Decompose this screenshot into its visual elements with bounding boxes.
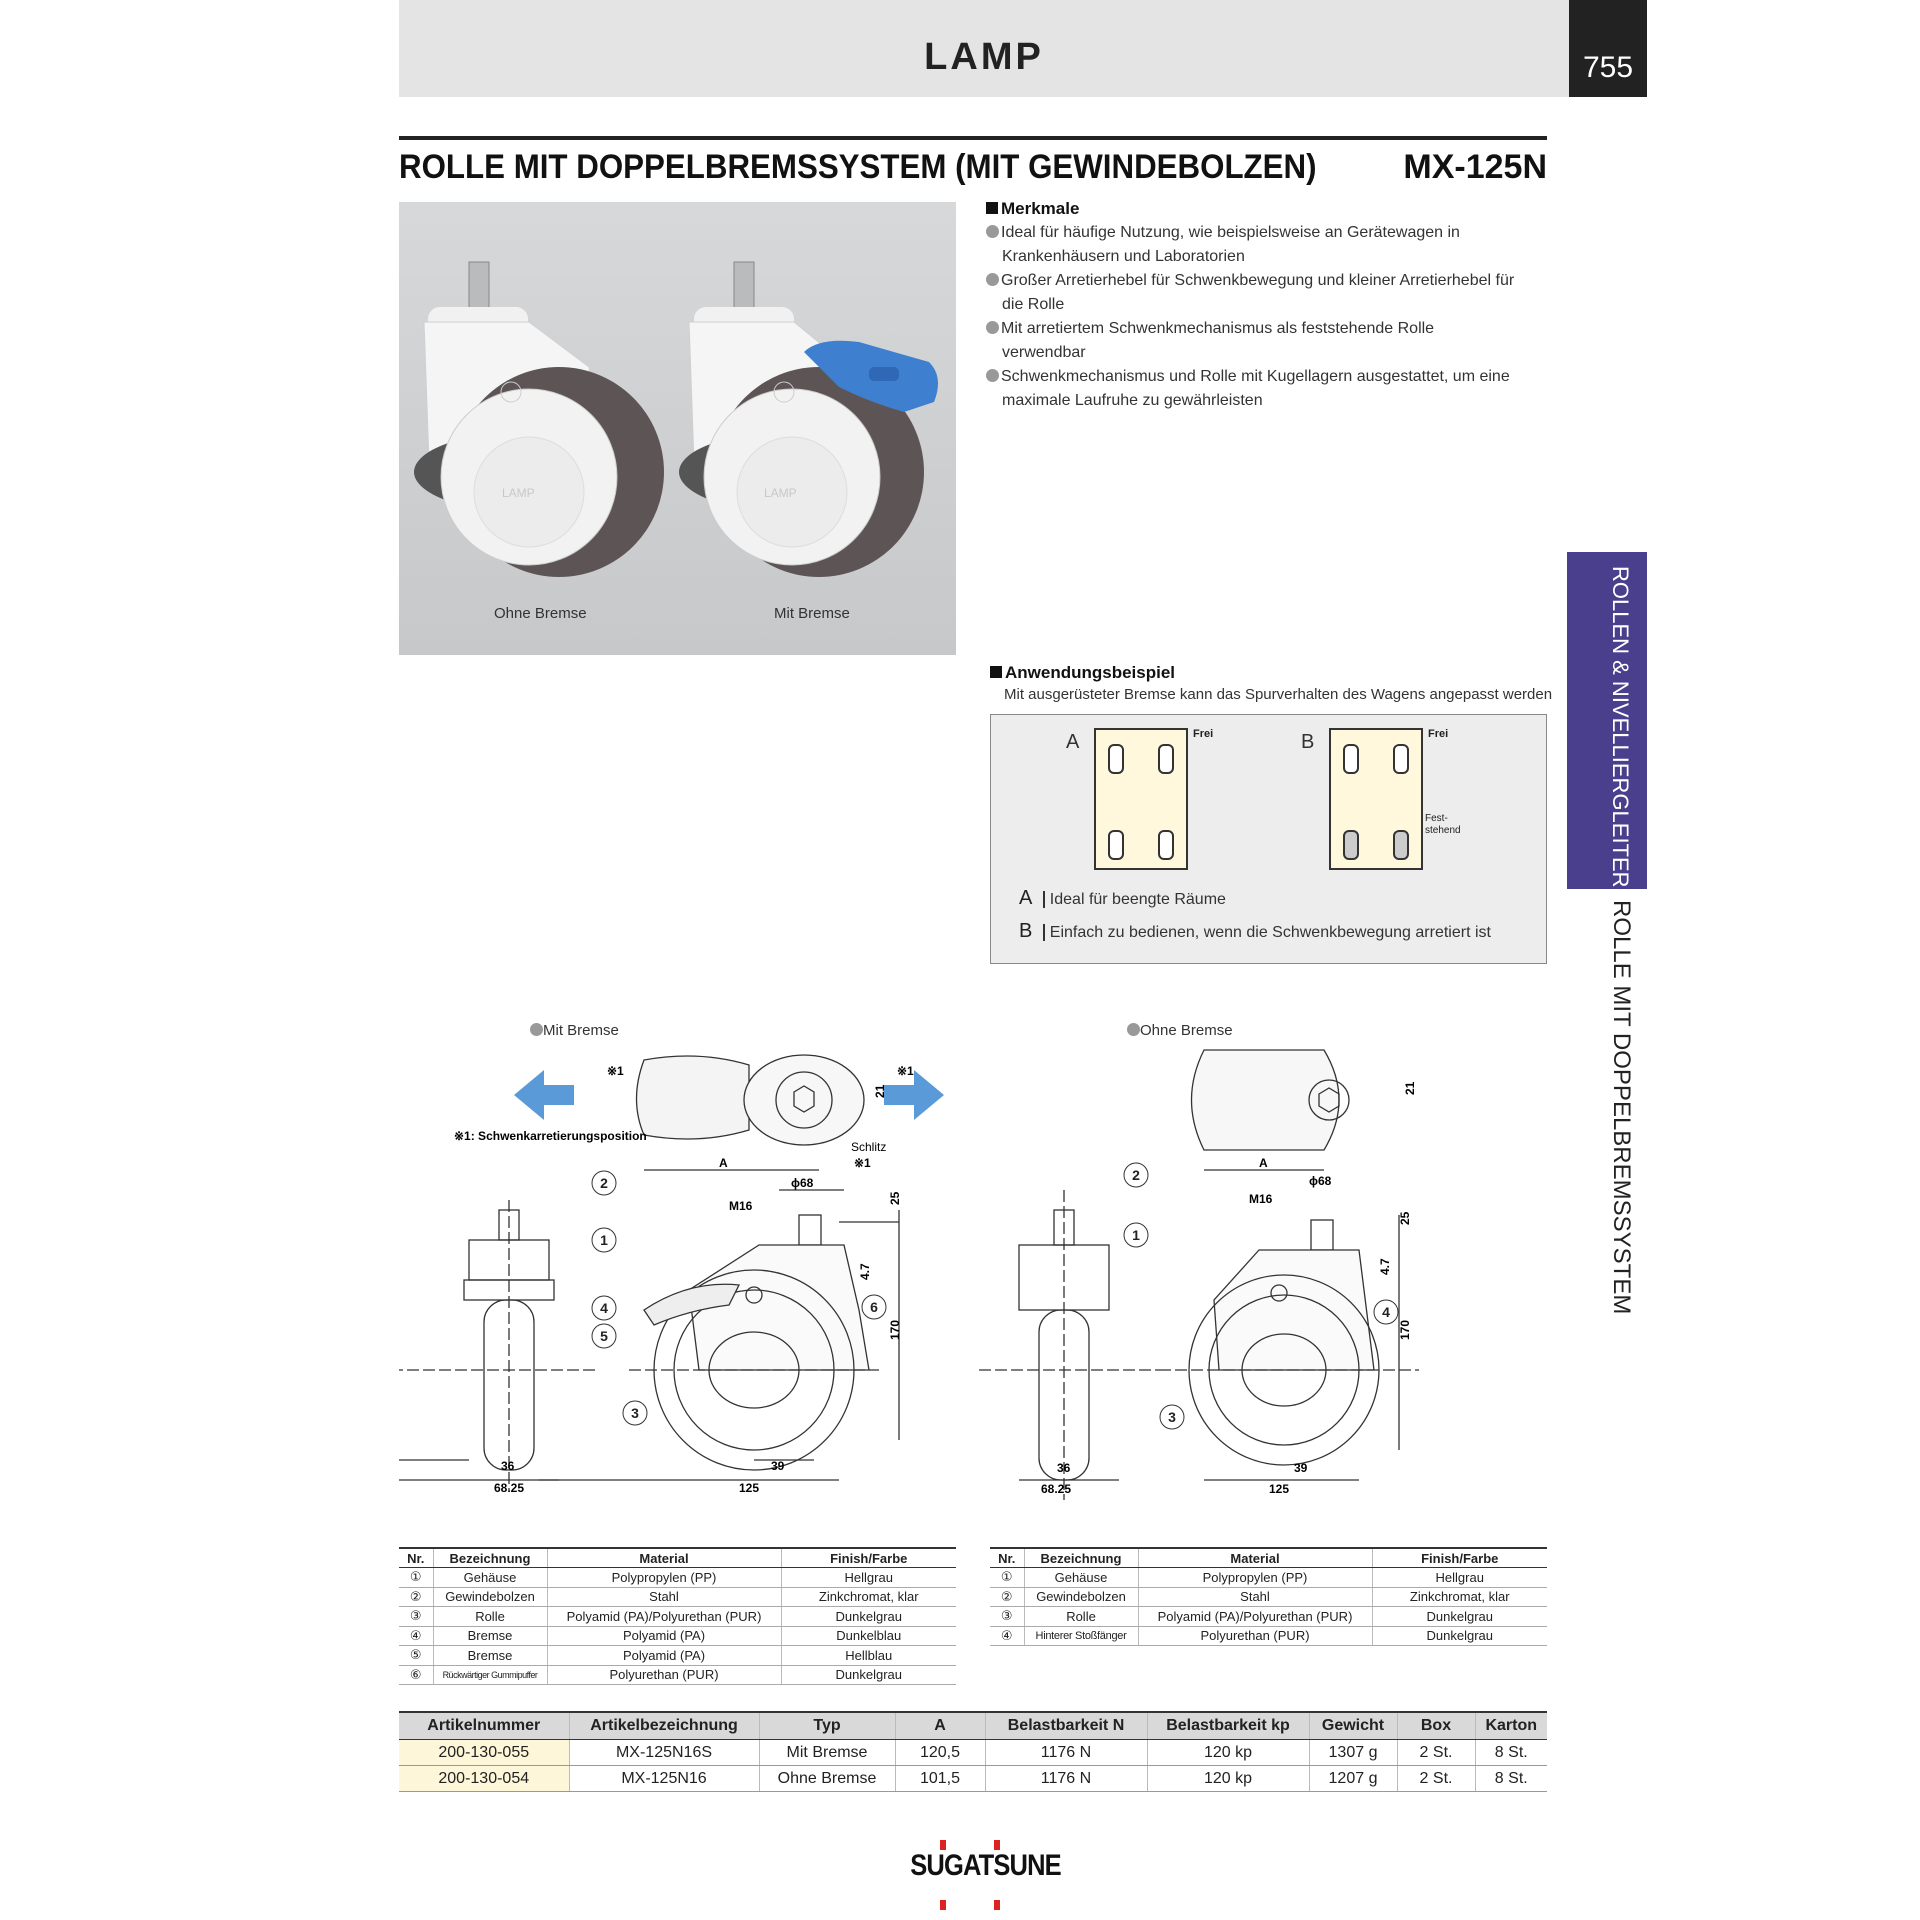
dim-a-without-brake: A (1259, 1156, 1268, 1170)
table-row: ⑥ Rückwärtiger Gummipuffer Polyurethan (PUR) Dunkelgrau (399, 1665, 956, 1685)
materials-table-without-brake (990, 1547, 1547, 1646)
dim-d68-with-brake: ϕ68 (791, 1176, 814, 1190)
wheel-icon (1343, 744, 1359, 774)
dim-47-with-brake: 4.7 (858, 1263, 872, 1280)
callout-3: 3 (631, 1405, 639, 1421)
table-row: ③ Rolle Polyamid (PA)/Polyurethan (PUR) Dunkelgrau (399, 1607, 956, 1627)
cart-a-label: A (1066, 731, 1080, 753)
callout-6: 6 (870, 1299, 878, 1315)
section-tab-label: ROLLE MIT DOPPELBREMSSYSTEM (1608, 900, 1635, 1315)
dim-a-with-brake: A (719, 1156, 728, 1170)
application-subtitle: Mit ausgerüsteter Bremse kann das Spurverhalten des Wagens angepasst werden (1004, 686, 1553, 703)
wheel-icon (1108, 744, 1124, 774)
dim-125-with-brake: 125 (739, 1481, 760, 1495)
photo-caption-left: Ohne Bremse (494, 605, 587, 622)
table-row: 200-130-054 MX-125N16 Ohne Bremse 101,5 1176 N 120 kp 1207 g 2 St. 8 St. (399, 1766, 1547, 1792)
table-row: ③ Rolle Polyamid (PA)/Polyurethan (PUR) Dunkelgrau (990, 1607, 1547, 1627)
dim-36-without-brake: 36 (1057, 1461, 1071, 1475)
wheel-icon (1158, 744, 1174, 774)
dim-170-without-brake: 170 (1398, 1319, 1412, 1340)
product-photo (399, 202, 956, 655)
table-row: ④ Hinterer Stoßfänger Polyurethan (PUR) Dunkelgrau (990, 1626, 1547, 1646)
table-row: ① Gehäuse Polypropylen (PP) Hellgrau (990, 1568, 1547, 1588)
table-row: ⑤ Bremse Polyamid (PA) Hellblau (399, 1646, 956, 1666)
category-tab[interactable] (1567, 552, 1647, 889)
swivel-note: ※1: Schwenkarretierungsposition (454, 1129, 647, 1143)
photo-caption-right: Mit Bremse (774, 605, 850, 622)
caster-without-brake (414, 262, 664, 577)
note-mark-right: ※1 (897, 1064, 914, 1078)
features-list (986, 221, 1516, 413)
bullet-icon (986, 321, 999, 334)
feature-item: Schwenkmechanismus und Rolle mit Kugellagern ausgestattet, um eine maximale Laufruhe zu gewährleisten (986, 365, 1516, 413)
drawing-without-brake-label: Ohne Bremse (1127, 1022, 1233, 1039)
dim-25-with-brake: 25 (888, 1191, 902, 1205)
bullet-icon (986, 225, 999, 238)
dim-m16-with-brake: M16 (729, 1199, 753, 1213)
feature-item: Großer Arretierhebel für Schwenkbewegung und kleiner Arretierhebel für die Rolle (986, 269, 1516, 317)
table-header-row: Nr. Bezeichnung Material Finish/Farbe (399, 1548, 956, 1568)
wheel-icon (1343, 830, 1359, 860)
bullet-icon (986, 273, 999, 286)
callout-1: 1 (600, 1232, 608, 1248)
wheel-icon (1393, 830, 1409, 860)
bullet-icon (1127, 1023, 1140, 1036)
callout-4-nb: 4 (1382, 1304, 1390, 1320)
dim-39-without-brake: 39 (1294, 1461, 1308, 1475)
wheel-icon (1393, 744, 1409, 774)
wheel-icon (1108, 830, 1124, 860)
callout-1-nb: 1 (1132, 1227, 1140, 1243)
table-row: ④ Bremse Polyamid (PA) Dunkelblau (399, 1626, 956, 1646)
callout-2: 2 (600, 1175, 608, 1191)
callout-4: 4 (600, 1300, 608, 1316)
features-heading-text: Merkmale (1001, 199, 1080, 218)
application-heading (990, 663, 1175, 683)
dim-170-with-brake: 170 (888, 1319, 902, 1340)
model-number: MX-125N (1403, 148, 1547, 186)
callout-2-nb: 2 (1132, 1167, 1140, 1183)
dim-125-without-brake: 125 (1269, 1482, 1290, 1496)
cart-a (1094, 728, 1188, 870)
dim-21-with-brake: 21 (873, 1084, 887, 1098)
wheel-logo-right: LAMP (764, 486, 797, 500)
page-number-text: 755 (1582, 51, 1634, 84)
feststehend-label: Fest- stehend (1425, 813, 1461, 836)
technical-drawings (399, 1040, 1547, 1500)
category-tab-label: ROLLEN & NIVELLIERGLEITER (1608, 566, 1633, 888)
dim-36-with-brake: 36 (501, 1459, 515, 1473)
materials-table-with-brake (399, 1547, 956, 1685)
dim-47-without-brake: 4.7 (1378, 1258, 1392, 1275)
schlitz-label: Schlitz (851, 1140, 887, 1154)
table-row: 200-130-055 MX-125N16S Mit Bremse 120,5 1176 N 120 kp 1307 g 2 St. 8 St. (399, 1740, 1547, 1766)
table-header-row: Artikelnummer Artikelbezeichnung Typ A Belastbarkeit N Belastbarkeit kp Gewicht Box Karton (399, 1712, 1547, 1740)
page-title: ROLLE MIT DOPPELBREMSSYSTEM (MIT GEWINDEBOLZEN) (399, 148, 1317, 186)
caster-with-brake (679, 262, 938, 577)
frei-label-b: Frei (1428, 728, 1449, 740)
features-heading (986, 199, 1079, 219)
table-row: ① Gehäuse Polypropylen (PP) Hellgrau (399, 1568, 956, 1588)
product-table (399, 1711, 1547, 1792)
swivel-arrow-right-icon (884, 1070, 944, 1120)
callout-5: 5 (600, 1328, 608, 1344)
note-mark-schlitz: ※1 (854, 1156, 871, 1170)
bullet-icon (530, 1023, 543, 1036)
wheel-logo-left: LAMP (502, 486, 535, 500)
bullet-icon (986, 369, 999, 382)
note-mark-left: ※1 (607, 1064, 624, 1078)
application-diagram (990, 714, 1547, 964)
article-number: 200-130-054 (399, 1766, 569, 1792)
drawing-with-brake-label: Mit Bremse (530, 1022, 619, 1039)
dim-25-without-brake: 25 (1398, 1211, 1412, 1225)
sugatsune-logo: SUGATSUNE (910, 1849, 1061, 1882)
wheel-icon (1158, 830, 1174, 860)
dim-21-without-brake: 21 (1403, 1081, 1417, 1095)
lamp-logo: LAMP (924, 36, 1044, 78)
dim-39-with-brake: 39 (771, 1459, 785, 1473)
legend-a: A Ideal für beengte Räume (1019, 887, 1226, 909)
table-header-row: Nr. Bezeichnung Material Finish/Farbe (990, 1548, 1547, 1568)
table-row: ② Gewindebolzen Stahl Zinkchromat, klar (399, 1587, 956, 1607)
caster-photo-illustration (399, 202, 956, 655)
table-row: ② Gewindebolzen Stahl Zinkchromat, klar (990, 1587, 1547, 1607)
dim-6825-with-brake: 68.25 (494, 1481, 525, 1495)
section-tab (1567, 900, 1647, 1320)
callout-3-nb: 3 (1168, 1409, 1176, 1425)
dim-d68-without-brake: ϕ68 (1309, 1174, 1332, 1188)
feature-item: Mit arretiertem Schwenkmechanismus als feststehende Rolle verwendbar (986, 317, 1516, 365)
swivel-arrow-left-icon (514, 1070, 574, 1120)
dim-m16-without-brake: M16 (1249, 1192, 1273, 1206)
page-number (1569, 0, 1647, 97)
cart-b (1329, 728, 1423, 870)
application-heading-text: Anwendungsbeispiel (1005, 663, 1176, 682)
dim-6825-without-brake: 68.25 (1041, 1482, 1072, 1496)
feature-item: Ideal für häufige Nutzung, wie beispielsweise an Gerätewagen in Krankenhäusern und Laboratorien (986, 221, 1516, 269)
article-number: 200-130-055 (399, 1740, 569, 1766)
title-rule (399, 136, 1547, 140)
legend-b: B Einfach zu bedienen, wenn die Schwenkbewegung arretiert ist (1019, 920, 1491, 942)
frei-label-a: Frei (1193, 728, 1214, 740)
cart-b-label: B (1301, 731, 1315, 753)
